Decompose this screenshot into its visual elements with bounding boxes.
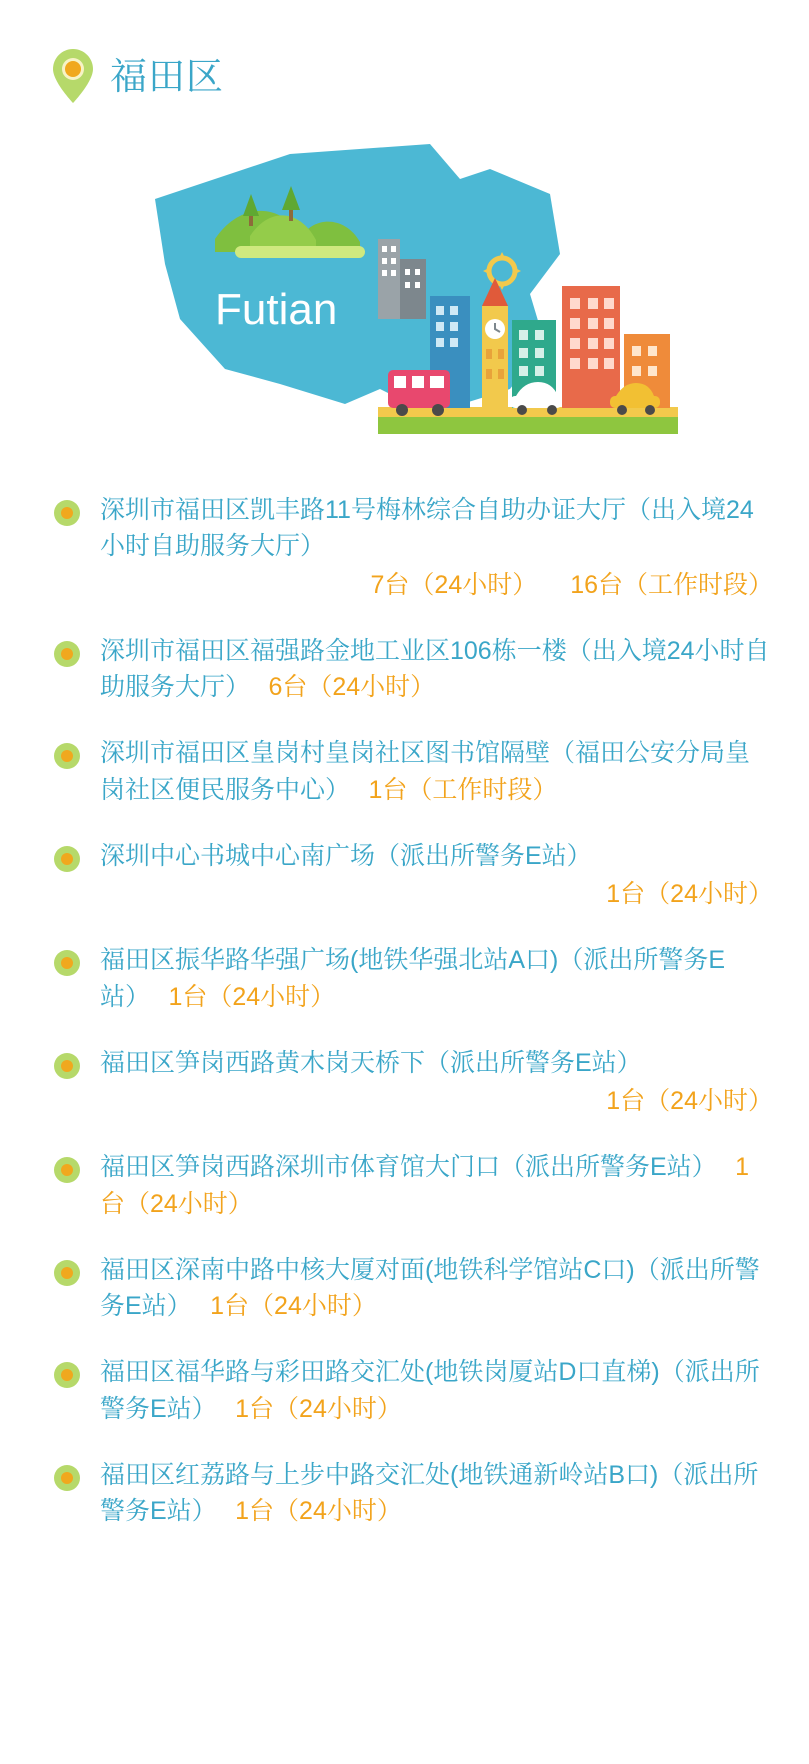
location-counts — [100, 567, 773, 603]
location-pin-icon — [52, 48, 94, 104]
count-primary: 1台（24小时） — [606, 1087, 773, 1115]
bullet-icon — [54, 743, 80, 769]
list-item — [50, 1045, 773, 1120]
count-secondary: 16台（工作时段） — [570, 570, 773, 599]
location-list — [0, 464, 809, 1599]
bullet-icon — [54, 1362, 80, 1388]
location-address: 深圳中心书城中心南广场（派出所警务E站） — [100, 841, 592, 870]
count-primary: 1台（24小时） — [100, 1153, 750, 1218]
bullet-icon — [54, 846, 80, 872]
map-label: Futian — [215, 285, 338, 334]
bullet-icon — [54, 1260, 80, 1286]
bullet-icon — [54, 1465, 80, 1491]
count-primary: 6台（24小时） — [268, 673, 436, 701]
count-primary: 1台（24小时） — [210, 1292, 377, 1320]
location-address: 深圳市福田区凯丰路11号梅林综合自助办证大厅（出入境24小时自助服务大厅） — [100, 496, 754, 561]
count-primary: 1台（24小时） — [235, 1497, 402, 1525]
list-item — [50, 492, 773, 603]
location-address: 深圳市福田区福强路金地工业区106栋一楼（出入境24小时自助服务大厅） — [100, 636, 770, 701]
location-address: 福田区振华路华强广场(地铁华强北站A口)（派出所警务E站） — [100, 946, 726, 1011]
bullet-icon — [54, 1053, 80, 1079]
list-item — [50, 633, 773, 706]
page-title: 福田区 — [110, 55, 224, 97]
location-address: 福田区深南中路中核大厦对面(地铁科学馆站C口)（派出所警务E站） — [100, 1255, 760, 1320]
bullet-icon — [54, 500, 80, 526]
bullet-icon — [54, 641, 80, 667]
list-item — [50, 1149, 773, 1222]
list-item — [50, 942, 773, 1015]
location-address: 福田区福华路与彩田路交汇处(地铁岗厦站D口直梯)（派出所警务E站） — [100, 1358, 760, 1423]
list-item — [50, 735, 773, 808]
count-primary: 1台（24小时） — [235, 1394, 402, 1423]
count-primary: 1台（工作时段） — [368, 775, 558, 804]
list-item — [50, 838, 773, 913]
list-item — [50, 1354, 773, 1427]
location-address: 福田区红荔路与上步中路交汇处(地铁通新岭站B口)（派出所警务E站） — [100, 1460, 759, 1525]
page-header — [0, 0, 809, 104]
location-address: 福田区笋岗西路黄木岗天桥下（派出所警务E站） — [100, 1048, 642, 1077]
count-primary: 7台（24小时） — [370, 570, 538, 599]
district-illustration — [130, 124, 690, 464]
location-address: 福田区笋岗西路深圳市体育馆大门口（派出所警务E站） — [100, 1153, 717, 1182]
list-item — [50, 1457, 773, 1530]
count-primary: 1台（24小时） — [606, 880, 773, 908]
bullet-icon — [54, 1157, 80, 1183]
location-address: 深圳市福田区皇岗村皇岗社区图书馆隔壁（福田公安分局皇岗社区便民服务中心） — [100, 739, 751, 804]
list-item — [50, 1252, 773, 1325]
bullet-icon — [54, 950, 80, 976]
count-primary: 1台（24小时） — [168, 982, 336, 1011]
